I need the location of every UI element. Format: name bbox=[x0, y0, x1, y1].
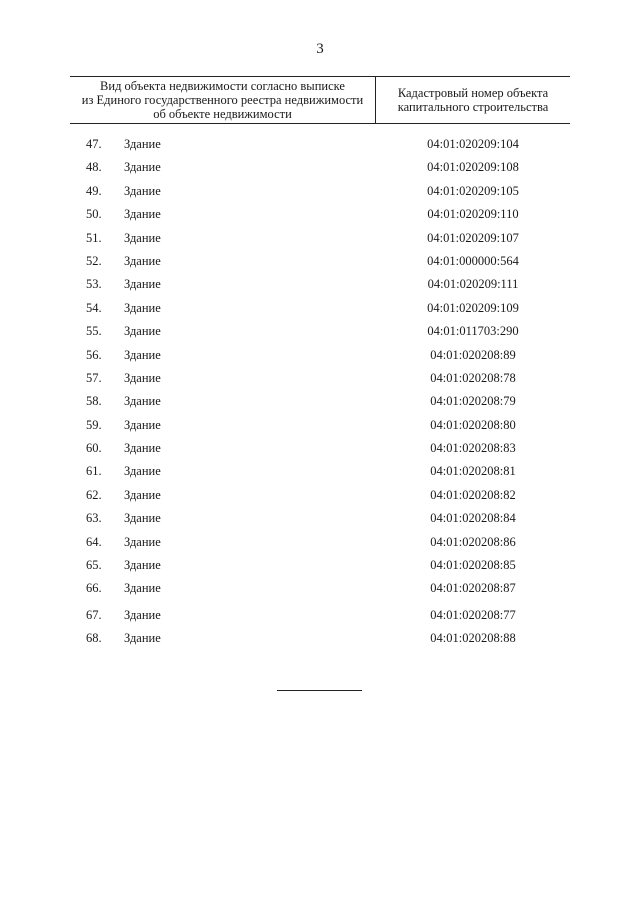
row-number: 55. bbox=[86, 324, 102, 339]
row-object-type: Здание bbox=[124, 230, 161, 245]
header-object-type-line: из Единого государственного реестра недвижимости bbox=[81, 93, 364, 107]
row-cadastral-number: 04:01:020208:84 bbox=[430, 511, 516, 526]
row-number: 66. bbox=[86, 581, 102, 596]
row-object-type: Здание bbox=[124, 534, 161, 549]
row-cadastral-number: 04:01:011703:290 bbox=[427, 324, 519, 339]
table-row bbox=[0, 180, 640, 203]
table-row bbox=[0, 367, 640, 390]
row-cadastral-number: 04:01:020208:77 bbox=[430, 607, 516, 622]
row-object-type: Здание bbox=[124, 487, 161, 502]
table-row bbox=[0, 390, 640, 413]
row-object-type: Здание bbox=[124, 300, 161, 315]
row-object-type: Здание bbox=[124, 441, 161, 456]
row-number: 50. bbox=[86, 207, 102, 222]
row-number: 67. bbox=[86, 607, 102, 622]
row-object-type: Здание bbox=[124, 581, 161, 596]
row-cadastral-number: 04:01:020209:111 bbox=[427, 277, 519, 292]
row-number: 53. bbox=[86, 277, 102, 292]
table-row bbox=[0, 484, 640, 507]
row-object-type: Здание bbox=[124, 511, 161, 526]
row-cadastral-number: 04:01:020209:104 bbox=[427, 137, 519, 151]
row-object-type: Здание bbox=[124, 207, 161, 222]
row-number: 52. bbox=[86, 253, 102, 268]
row-number: 51. bbox=[86, 230, 102, 245]
header-object-type-line: об объекте недвижимости bbox=[153, 107, 292, 121]
row-cadastral-number: 04:01:020208:78 bbox=[430, 370, 516, 385]
table-header bbox=[70, 76, 570, 124]
row-cadastral-number: 04:01:020208:80 bbox=[430, 417, 516, 432]
row-object-type: Здание bbox=[124, 631, 161, 646]
row-number: 68. bbox=[86, 631, 102, 646]
row-object-type: Здание bbox=[124, 160, 161, 175]
row-object-type: Здание bbox=[124, 370, 161, 385]
row-number: 60. bbox=[86, 441, 102, 456]
table-row bbox=[0, 531, 640, 554]
row-number: 48. bbox=[86, 160, 102, 175]
table-row bbox=[0, 133, 640, 156]
row-cadastral-number: 04:01:020208:79 bbox=[430, 394, 516, 409]
table-row bbox=[0, 203, 640, 226]
row-object-type: Здание bbox=[124, 417, 161, 432]
row-object-type: Здание bbox=[124, 347, 161, 362]
row-cadastral-number: 04:01:020209:107 bbox=[427, 230, 519, 245]
row-cadastral-number: 04:01:020209:110 bbox=[427, 207, 519, 222]
row-number: 65. bbox=[86, 558, 102, 573]
row-number: 61. bbox=[86, 464, 102, 479]
table-row bbox=[0, 320, 640, 343]
row-object-type: Здание bbox=[124, 607, 161, 622]
row-number: 57. bbox=[86, 370, 102, 385]
page-number: 3 bbox=[316, 41, 324, 57]
table-row bbox=[0, 627, 640, 650]
header-cadastral-line: капитального строительства bbox=[397, 100, 549, 114]
row-number: 58. bbox=[86, 394, 102, 409]
row-cadastral-number: 04:01:020209:109 bbox=[427, 300, 519, 315]
table-row bbox=[0, 507, 640, 530]
row-cadastral-number: 04:01:020208:87 bbox=[430, 581, 516, 596]
row-number: 49. bbox=[86, 183, 102, 198]
row-cadastral-number: 04:01:020208:88 bbox=[430, 631, 516, 646]
table-row bbox=[0, 227, 640, 250]
row-object-type: Здание bbox=[124, 394, 161, 409]
row-cadastral-number: 04:01:020209:108 bbox=[427, 160, 519, 175]
table-row bbox=[0, 577, 640, 600]
row-number: 59. bbox=[86, 417, 102, 432]
row-cadastral-number: 04:01:020208:81 bbox=[430, 464, 516, 479]
table-row bbox=[0, 250, 640, 273]
row-cadastral-number: 04:01:000000:564 bbox=[427, 253, 519, 268]
end-divider bbox=[277, 690, 362, 691]
row-object-type: Здание bbox=[124, 324, 161, 339]
table-row bbox=[0, 437, 640, 460]
row-number: 56. bbox=[86, 347, 102, 362]
row-cadastral-number: 04:01:020208:86 bbox=[430, 534, 516, 549]
row-object-type: Здание bbox=[124, 253, 161, 268]
row-cadastral-number: 04:01:020208:85 bbox=[430, 558, 516, 573]
table-row bbox=[0, 273, 640, 296]
row-object-type: Здание bbox=[124, 137, 161, 151]
row-object-type: Здание bbox=[124, 558, 161, 573]
header-cadastral-line: Кадастровый номер объекта bbox=[397, 86, 549, 100]
table-row bbox=[0, 554, 640, 577]
table-row bbox=[0, 297, 640, 320]
row-cadastral-number: 04:01:020209:105 bbox=[427, 183, 519, 198]
table-row bbox=[0, 604, 640, 627]
row-object-type: Здание bbox=[124, 183, 161, 198]
row-number: 47. bbox=[86, 137, 102, 151]
table-row bbox=[0, 460, 640, 483]
header-object-type bbox=[70, 77, 376, 123]
row-number: 64. bbox=[86, 534, 102, 549]
table-row bbox=[0, 156, 640, 179]
header-object-type-line: Вид объекта недвижимости согласно выписке bbox=[100, 79, 345, 93]
row-object-type: Здание bbox=[124, 464, 161, 479]
row-number: 54. bbox=[86, 300, 102, 315]
header-cadastral-number bbox=[376, 77, 570, 123]
row-number: 62. bbox=[86, 487, 102, 502]
row-number: 63. bbox=[86, 511, 102, 526]
row-cadastral-number: 04:01:020208:82 bbox=[430, 487, 516, 502]
table-row bbox=[0, 344, 640, 367]
table-row bbox=[0, 414, 640, 437]
row-cadastral-number: 04:01:020208:83 bbox=[430, 441, 516, 456]
row-cadastral-number: 04:01:020208:89 bbox=[430, 347, 516, 362]
table-body bbox=[0, 133, 640, 651]
row-object-type: Здание bbox=[124, 277, 161, 292]
